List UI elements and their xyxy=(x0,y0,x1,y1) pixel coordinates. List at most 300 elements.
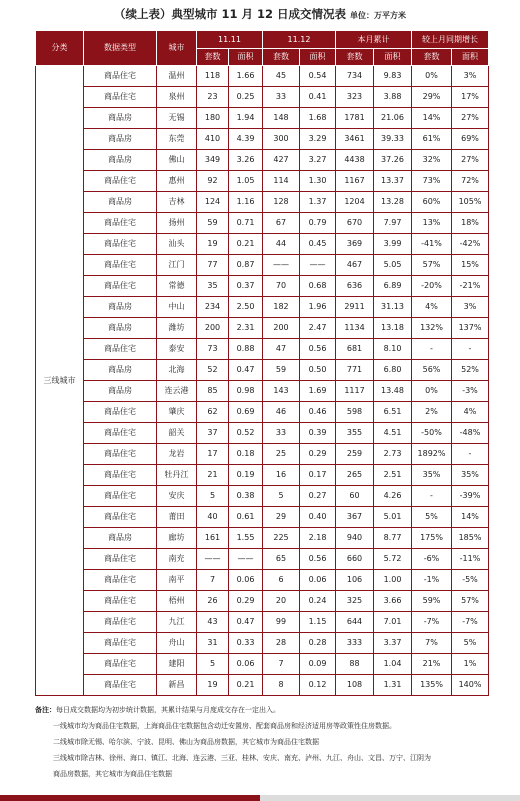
growth-count-cell: 1892% xyxy=(412,444,452,465)
area-1112-cell: 2.18 xyxy=(300,528,336,549)
city-cell: 龙岩 xyxy=(157,444,197,465)
count-cumulative-cell: 1117 xyxy=(336,381,374,402)
area-cumulative-cell: 3.99 xyxy=(374,234,412,255)
data-type-cell: 商品住宅 xyxy=(84,654,157,675)
city-cell: 九江 xyxy=(157,612,197,633)
area-1112-cell: 0.27 xyxy=(300,486,336,507)
count-1112-cell: 5 xyxy=(263,486,300,507)
header-category: 分类 xyxy=(36,31,84,66)
count-1111-cell: 73 xyxy=(197,339,229,360)
count-1111-cell: 35 xyxy=(197,276,229,297)
count-1111-cell: 7 xyxy=(197,570,229,591)
count-cumulative-cell: 88 xyxy=(336,654,374,675)
table-row xyxy=(36,675,489,696)
count-1112-cell: 33 xyxy=(263,87,300,108)
area-1112-cell: 0.24 xyxy=(300,591,336,612)
data-type-cell: 商品住宅 xyxy=(84,423,157,444)
data-type-cell: 商品住宅 xyxy=(84,570,157,591)
growth-count-cell: - xyxy=(412,486,452,507)
area-1112-cell: 0.56 xyxy=(300,549,336,570)
area-1111-cell: 0.25 xyxy=(229,87,263,108)
table-row xyxy=(36,255,489,276)
city-cell: 南充 xyxy=(157,549,197,570)
area-1112-cell: 0.12 xyxy=(300,675,336,696)
note-line: 一线城市均为商品住宅数据，上海商品住宅数据包含动迁安置房、配套商品房和经济适用房等政策性住房数据。 xyxy=(53,722,396,730)
count-cumulative-cell: 4438 xyxy=(336,150,374,171)
table-row xyxy=(36,465,489,486)
growth-area-cell: -11% xyxy=(452,549,489,570)
area-cumulative-cell: 2.51 xyxy=(374,465,412,486)
growth-area-cell: -48% xyxy=(452,423,489,444)
count-cumulative-cell: 3461 xyxy=(336,129,374,150)
count-cumulative-cell: 106 xyxy=(336,570,374,591)
growth-area-cell: 105% xyxy=(452,192,489,213)
growth-count-cell: 59% xyxy=(412,591,452,612)
growth-count-cell: 13% xyxy=(412,213,452,234)
table-row xyxy=(36,318,489,339)
table-row xyxy=(36,549,489,570)
area-cumulative-cell: 21.06 xyxy=(374,108,412,129)
area-1112-cell: 1.68 xyxy=(300,108,336,129)
header-count: 套数 xyxy=(263,49,300,66)
count-1112-cell: 46 xyxy=(263,402,300,423)
growth-area-cell: -5% xyxy=(452,570,489,591)
data-type-cell: 商品住宅 xyxy=(84,486,157,507)
count-1112-cell: 143 xyxy=(263,381,300,402)
growth-count-cell: -20% xyxy=(412,276,452,297)
table-row xyxy=(36,591,489,612)
growth-count-cell: -41% xyxy=(412,234,452,255)
area-1112-cell: 0.28 xyxy=(300,633,336,654)
area-1111-cell: 0.18 xyxy=(229,444,263,465)
area-cumulative-cell: 7.01 xyxy=(374,612,412,633)
growth-count-cell: -7% xyxy=(412,612,452,633)
count-1111-cell: 5 xyxy=(197,486,229,507)
count-1111-cell: 52 xyxy=(197,360,229,381)
city-cell: 新昌 xyxy=(157,675,197,696)
count-1111-cell: 161 xyxy=(197,528,229,549)
area-cumulative-cell: 8.77 xyxy=(374,528,412,549)
count-1112-cell: 148 xyxy=(263,108,300,129)
header-area: 面积 xyxy=(374,49,412,66)
growth-area-cell: 137% xyxy=(452,318,489,339)
count-1112-cell: —— xyxy=(263,255,300,276)
count-1111-cell: 21 xyxy=(197,465,229,486)
area-1111-cell: 1.55 xyxy=(229,528,263,549)
growth-area-cell: 27% xyxy=(452,150,489,171)
area-1111-cell: 0.98 xyxy=(229,381,263,402)
footer-accent xyxy=(0,795,260,801)
area-1112-cell: 0.68 xyxy=(300,276,336,297)
city-cell: 常德 xyxy=(157,276,197,297)
count-cumulative-cell: 660 xyxy=(336,549,374,570)
area-cumulative-cell: 7.97 xyxy=(374,213,412,234)
city-cell: 北海 xyxy=(157,360,197,381)
count-1111-cell: 23 xyxy=(197,87,229,108)
count-cumulative-cell: 367 xyxy=(336,507,374,528)
city-cell: 韶关 xyxy=(157,423,197,444)
count-1111-cell: 77 xyxy=(197,255,229,276)
note-line: 三线城市除吉林、徐州、海口、镇江、北海、连云港、三亚、桂林、安庆、南充、泸州、九江、舟山、文昌、万宁、江阴为 xyxy=(53,754,431,762)
area-cumulative-cell: 4.26 xyxy=(374,486,412,507)
growth-count-cell: 0% xyxy=(412,381,452,402)
area-1112-cell: 1.37 xyxy=(300,192,336,213)
area-1112-cell: 0.09 xyxy=(300,654,336,675)
area-1112-cell: 0.54 xyxy=(300,66,336,87)
count-cumulative-cell: 636 xyxy=(336,276,374,297)
growth-count-cell: 57% xyxy=(412,255,452,276)
city-cell: 梧州 xyxy=(157,591,197,612)
notes-label: 备注： xyxy=(35,706,56,714)
count-1112-cell: 225 xyxy=(263,528,300,549)
data-type-cell: 商品住宅 xyxy=(84,675,157,696)
city-cell: 扬州 xyxy=(157,213,197,234)
area-1112-cell: 0.45 xyxy=(300,234,336,255)
count-1112-cell: 59 xyxy=(263,360,300,381)
area-1111-cell: 0.88 xyxy=(229,339,263,360)
count-1111-cell: 92 xyxy=(197,171,229,192)
growth-area-cell: 57% xyxy=(452,591,489,612)
area-cumulative-cell: 3.66 xyxy=(374,591,412,612)
note-line: 二线城市除无锡、哈尔滨、宁波、昆明、佛山为商品房数据，其它城市为商品住宅数据 xyxy=(53,738,319,746)
area-cumulative-cell: 3.88 xyxy=(374,87,412,108)
count-cumulative-cell: 355 xyxy=(336,423,374,444)
city-cell: 吉林 xyxy=(157,192,197,213)
area-1112-cell: 0.79 xyxy=(300,213,336,234)
growth-count-cell: 132% xyxy=(412,318,452,339)
header-count: 套数 xyxy=(412,49,452,66)
area-1112-cell: 0.41 xyxy=(300,87,336,108)
title-text: （续上表）典型城市 11 月 12 日成交情况表 xyxy=(113,7,347,21)
count-1112-cell: 128 xyxy=(263,192,300,213)
count-1111-cell: 37 xyxy=(197,423,229,444)
area-cumulative-cell: 6.89 xyxy=(374,276,412,297)
growth-count-cell: 21% xyxy=(412,654,452,675)
table-row xyxy=(36,297,489,318)
count-1111-cell: 19 xyxy=(197,234,229,255)
area-cumulative-cell: 1.31 xyxy=(374,675,412,696)
table-row xyxy=(36,486,489,507)
city-cell: 安庆 xyxy=(157,486,197,507)
count-1111-cell: 59 xyxy=(197,213,229,234)
area-1111-cell: 1.94 xyxy=(229,108,263,129)
area-1112-cell: 0.46 xyxy=(300,402,336,423)
count-1111-cell: 40 xyxy=(197,507,229,528)
area-cumulative-cell: 6.80 xyxy=(374,360,412,381)
data-type-cell: 商品住宅 xyxy=(84,444,157,465)
area-1111-cell: 0.37 xyxy=(229,276,263,297)
growth-area-cell: 185% xyxy=(452,528,489,549)
table-row xyxy=(36,66,489,87)
count-1111-cell: 5 xyxy=(197,654,229,675)
city-cell: 连云港 xyxy=(157,381,197,402)
count-cumulative-cell: 369 xyxy=(336,234,374,255)
growth-count-cell: 29% xyxy=(412,87,452,108)
table-row xyxy=(36,612,489,633)
growth-area-cell: 17% xyxy=(452,87,489,108)
city-cell: 温州 xyxy=(157,66,197,87)
count-1111-cell: —— xyxy=(197,549,229,570)
count-1112-cell: 29 xyxy=(263,507,300,528)
area-cumulative-cell: 2.73 xyxy=(374,444,412,465)
count-1111-cell: 62 xyxy=(197,402,229,423)
table-row xyxy=(36,381,489,402)
city-cell: 中山 xyxy=(157,297,197,318)
count-1112-cell: 16 xyxy=(263,465,300,486)
count-cumulative-cell: 323 xyxy=(336,87,374,108)
area-cumulative-cell: 8.10 xyxy=(374,339,412,360)
table-row xyxy=(36,129,489,150)
header-data-type: 数据类型 xyxy=(84,31,157,66)
growth-area-cell: 140% xyxy=(452,675,489,696)
data-type-cell: 商品住宅 xyxy=(84,87,157,108)
area-1112-cell: 2.47 xyxy=(300,318,336,339)
count-1111-cell: 410 xyxy=(197,129,229,150)
count-cumulative-cell: 1204 xyxy=(336,192,374,213)
area-cumulative-cell: 37.26 xyxy=(374,150,412,171)
note-line: 商品房数据，其它城市为商品住宅数据 xyxy=(53,770,172,778)
area-1111-cell: 0.38 xyxy=(229,486,263,507)
area-1111-cell: 0.47 xyxy=(229,612,263,633)
growth-area-cell: -39% xyxy=(452,486,489,507)
header-area: 面积 xyxy=(452,49,489,66)
city-cell: 惠州 xyxy=(157,171,197,192)
header-date-1111: 11.11 xyxy=(197,31,263,49)
data-type-cell: 商品住宅 xyxy=(84,549,157,570)
table-row xyxy=(36,444,489,465)
area-1111-cell: 0.06 xyxy=(229,654,263,675)
area-1112-cell: 3.27 xyxy=(300,150,336,171)
table-header xyxy=(36,31,489,66)
area-1112-cell: 0.29 xyxy=(300,444,336,465)
area-1112-cell: 0.50 xyxy=(300,360,336,381)
count-1112-cell: 182 xyxy=(263,297,300,318)
growth-area-cell: 3% xyxy=(452,66,489,87)
area-1112-cell: 1.30 xyxy=(300,171,336,192)
area-cumulative-cell: 1.00 xyxy=(374,570,412,591)
area-1111-cell: 1.05 xyxy=(229,171,263,192)
header-area: 面积 xyxy=(229,49,263,66)
growth-area-cell: 52% xyxy=(452,360,489,381)
data-type-cell: 商品住宅 xyxy=(84,507,157,528)
data-type-cell: 商品住宅 xyxy=(84,66,157,87)
footer-bar xyxy=(0,795,520,801)
data-type-cell: 商品房 xyxy=(84,150,157,171)
city-cell: 牡丹江 xyxy=(157,465,197,486)
count-1111-cell: 200 xyxy=(197,318,229,339)
data-type-cell: 商品住宅 xyxy=(84,612,157,633)
note-line xyxy=(35,702,505,718)
count-1112-cell: 25 xyxy=(263,444,300,465)
header-growth: 较上月同期增长 xyxy=(412,31,489,49)
count-cumulative-cell: 2911 xyxy=(336,297,374,318)
count-1112-cell: 67 xyxy=(263,213,300,234)
notes xyxy=(35,702,505,782)
table-row xyxy=(36,423,489,444)
city-cell: 泰安 xyxy=(157,339,197,360)
table-body xyxy=(36,66,489,696)
area-cumulative-cell: 5.05 xyxy=(374,255,412,276)
area-cumulative-cell: 31.13 xyxy=(374,297,412,318)
count-cumulative-cell: 670 xyxy=(336,213,374,234)
growth-count-cell: - xyxy=(412,339,452,360)
count-1112-cell: 45 xyxy=(263,66,300,87)
data-type-cell: 商品住宅 xyxy=(84,213,157,234)
count-1111-cell: 124 xyxy=(197,192,229,213)
area-1111-cell: 4.39 xyxy=(229,129,263,150)
area-1111-cell: 0.33 xyxy=(229,633,263,654)
area-cumulative-cell: 13.48 xyxy=(374,381,412,402)
area-1111-cell: 0.21 xyxy=(229,234,263,255)
data-type-cell: 商品住宅 xyxy=(84,591,157,612)
area-1112-cell: 0.40 xyxy=(300,507,336,528)
count-1112-cell: 44 xyxy=(263,234,300,255)
area-1111-cell: 0.19 xyxy=(229,465,263,486)
count-1112-cell: 8 xyxy=(263,675,300,696)
growth-count-cell: 14% xyxy=(412,108,452,129)
growth-area-cell: 35% xyxy=(452,465,489,486)
count-1111-cell: 26 xyxy=(197,591,229,612)
area-cumulative-cell: 1.04 xyxy=(374,654,412,675)
header-area: 面积 xyxy=(300,49,336,66)
count-cumulative-cell: 771 xyxy=(336,360,374,381)
transaction-table xyxy=(35,30,489,696)
growth-area-cell: -21% xyxy=(452,276,489,297)
area-1111-cell: 1.16 xyxy=(229,192,263,213)
area-1111-cell: 2.50 xyxy=(229,297,263,318)
data-type-cell: 商品房 xyxy=(84,360,157,381)
growth-area-cell: 3% xyxy=(452,297,489,318)
area-1111-cell: 3.26 xyxy=(229,150,263,171)
growth-count-cell: 5% xyxy=(412,507,452,528)
area-1112-cell: 1.69 xyxy=(300,381,336,402)
note-text: 每日成交数据均为初步统计数据，其累计结果与月度成交存在一定出入。 xyxy=(56,706,280,714)
table-row xyxy=(36,108,489,129)
growth-area-cell: 5% xyxy=(452,633,489,654)
growth-count-cell: 35% xyxy=(412,465,452,486)
table-row xyxy=(36,276,489,297)
table-row xyxy=(36,150,489,171)
growth-count-cell: 32% xyxy=(412,150,452,171)
area-cumulative-cell: 13.28 xyxy=(374,192,412,213)
growth-area-cell: 27% xyxy=(452,108,489,129)
header-date-1112: 11.12 xyxy=(263,31,336,49)
growth-area-cell: 18% xyxy=(452,213,489,234)
count-1111-cell: 118 xyxy=(197,66,229,87)
count-1112-cell: 20 xyxy=(263,591,300,612)
area-1111-cell: 0.52 xyxy=(229,423,263,444)
area-1111-cell: 0.21 xyxy=(229,675,263,696)
count-cumulative-cell: 681 xyxy=(336,339,374,360)
unit-label: 单位：万平方米 xyxy=(350,11,407,20)
area-1111-cell: 0.87 xyxy=(229,255,263,276)
count-1111-cell: 349 xyxy=(197,150,229,171)
count-1112-cell: 6 xyxy=(263,570,300,591)
growth-count-cell: 7% xyxy=(412,633,452,654)
table-row xyxy=(36,192,489,213)
count-cumulative-cell: 259 xyxy=(336,444,374,465)
growth-count-cell: 73% xyxy=(412,171,452,192)
category-cell: 三线城市 xyxy=(36,66,84,696)
data-type-cell: 商品房 xyxy=(84,297,157,318)
table-row xyxy=(36,234,489,255)
table-row xyxy=(36,654,489,675)
count-1111-cell: 19 xyxy=(197,675,229,696)
area-cumulative-cell: 5.72 xyxy=(374,549,412,570)
growth-area-cell: 69% xyxy=(452,129,489,150)
data-type-cell: 商品住宅 xyxy=(84,234,157,255)
area-1112-cell: 1.15 xyxy=(300,612,336,633)
growth-count-cell: 2% xyxy=(412,402,452,423)
data-type-cell: 商品房 xyxy=(84,192,157,213)
count-1112-cell: 65 xyxy=(263,549,300,570)
growth-area-cell: -42% xyxy=(452,234,489,255)
data-type-cell: 商品住宅 xyxy=(84,402,157,423)
area-1112-cell: 0.06 xyxy=(300,570,336,591)
count-1112-cell: 200 xyxy=(263,318,300,339)
table-row xyxy=(36,528,489,549)
area-cumulative-cell: 3.37 xyxy=(374,633,412,654)
count-cumulative-cell: 1134 xyxy=(336,318,374,339)
count-1111-cell: 17 xyxy=(197,444,229,465)
area-cumulative-cell: 4.51 xyxy=(374,423,412,444)
growth-count-cell: 175% xyxy=(412,528,452,549)
count-1111-cell: 234 xyxy=(197,297,229,318)
area-cumulative-cell: 13.37 xyxy=(374,171,412,192)
area-cumulative-cell: 13.18 xyxy=(374,318,412,339)
count-1112-cell: 427 xyxy=(263,150,300,171)
header-cumulative: 本月累计 xyxy=(336,31,412,49)
growth-count-cell: 56% xyxy=(412,360,452,381)
count-cumulative-cell: 467 xyxy=(336,255,374,276)
area-1111-cell: 0.61 xyxy=(229,507,263,528)
count-1111-cell: 31 xyxy=(197,633,229,654)
area-1111-cell: —— xyxy=(229,549,263,570)
data-type-cell: 商品住宅 xyxy=(84,465,157,486)
data-type-cell: 商品房 xyxy=(84,528,157,549)
data-type-cell: 商品房 xyxy=(84,129,157,150)
table-row xyxy=(36,339,489,360)
area-1111-cell: 0.06 xyxy=(229,570,263,591)
table-row xyxy=(36,633,489,654)
area-1111-cell: 1.66 xyxy=(229,66,263,87)
table-row xyxy=(36,507,489,528)
count-cumulative-cell: 644 xyxy=(336,612,374,633)
city-cell: 肇庆 xyxy=(157,402,197,423)
area-cumulative-cell: 5.01 xyxy=(374,507,412,528)
count-1112-cell: 47 xyxy=(263,339,300,360)
area-1111-cell: 2.31 xyxy=(229,318,263,339)
growth-area-cell: 4% xyxy=(452,402,489,423)
growth-count-cell: 0% xyxy=(412,66,452,87)
count-cumulative-cell: 734 xyxy=(336,66,374,87)
count-1112-cell: 7 xyxy=(263,654,300,675)
table-row xyxy=(36,402,489,423)
growth-area-cell: -3% xyxy=(452,381,489,402)
city-cell: 建阳 xyxy=(157,654,197,675)
table-row xyxy=(36,87,489,108)
data-type-cell: 商品住宅 xyxy=(84,339,157,360)
area-1112-cell: 0.39 xyxy=(300,423,336,444)
count-1111-cell: 43 xyxy=(197,612,229,633)
count-cumulative-cell: 325 xyxy=(336,591,374,612)
city-cell: 东莞 xyxy=(157,129,197,150)
area-1112-cell: 0.56 xyxy=(300,339,336,360)
count-cumulative-cell: 940 xyxy=(336,528,374,549)
city-cell: 江门 xyxy=(157,255,197,276)
count-1112-cell: 28 xyxy=(263,633,300,654)
data-type-cell: 商品住宅 xyxy=(84,171,157,192)
